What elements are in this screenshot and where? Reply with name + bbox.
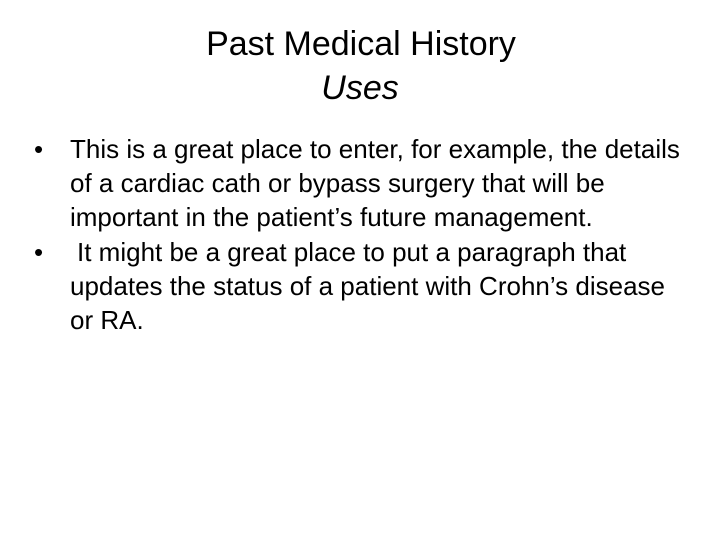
slide-title: Past Medical History [206, 25, 516, 63]
slide-title-block [0, 22, 720, 110]
bullet-marker: • [34, 134, 44, 164]
bullet-item [34, 132, 694, 235]
bullet-marker: • [34, 236, 44, 267]
bullet-list [34, 132, 694, 337]
bullet-item [34, 235, 694, 338]
bullet-text: This is a great place to enter, for example, the details of a cardiac cath or bypass surgery that will be important in the patient’s future management. [70, 134, 680, 233]
slide-subtitle: Uses [321, 69, 399, 107]
bullet-text: It might be a great place to put a paragraph that updates the status of a patient with Crohn’s disease or RA. [70, 236, 666, 336]
